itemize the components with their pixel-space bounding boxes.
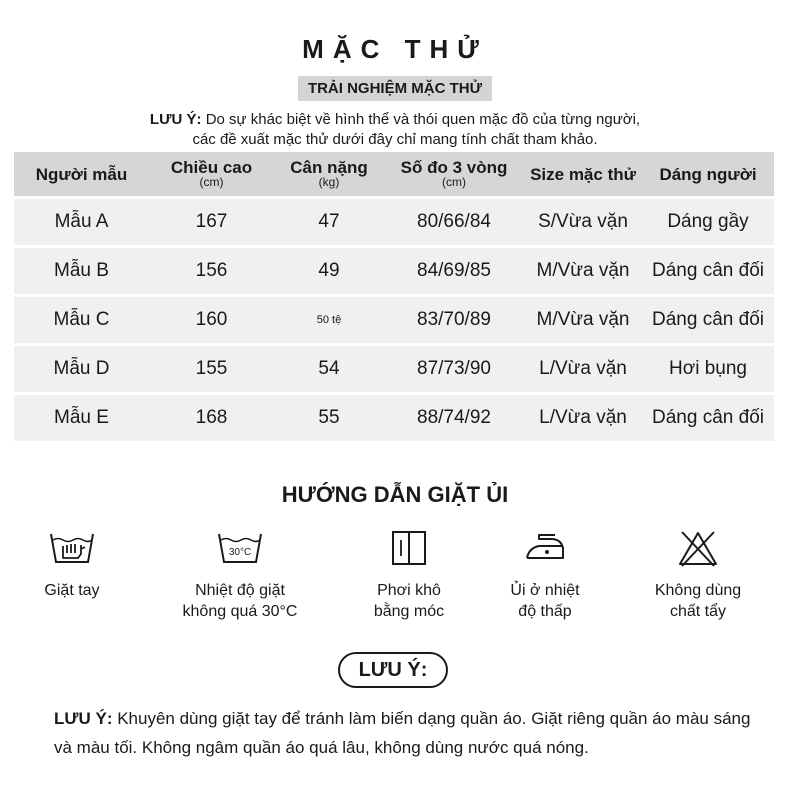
col-label: Size mặc thử [530, 164, 636, 184]
wash-30c-icon [216, 528, 264, 568]
cell-model: Mẫu A [14, 196, 149, 245]
cell-model: Mẫu E [14, 392, 149, 441]
cell-weight: 49 [274, 245, 384, 294]
col-header-measurements [384, 152, 524, 196]
wash-guide-title: HƯỚNG DẪN GIẶT ỦI [281, 482, 509, 507]
wash-temp-text: 30°C [228, 547, 252, 558]
col-label: Chiều cao [170, 158, 253, 177]
care-item-hang-dry [339, 528, 479, 622]
cell-body-type: Dáng cân đối [642, 392, 774, 441]
col-unit: (cm) [199, 175, 224, 189]
care-item-wash-30 [170, 528, 310, 622]
cell-size: S/Vừa vặn [524, 196, 642, 245]
cell-height: 156 [149, 245, 274, 294]
col-label: Cân nặng [290, 158, 368, 177]
cell-size: L/Vừa vặn [524, 343, 642, 392]
cell-measurements: 84/69/85 [384, 245, 524, 294]
care-label [2, 580, 142, 601]
table-row [14, 196, 774, 245]
col-unit: (cm) [442, 175, 466, 189]
cell-height: 155 [149, 343, 274, 392]
col-header-model [14, 152, 149, 196]
cell-size: L/Vừa vặn [524, 392, 642, 441]
hand-wash-icon [48, 528, 96, 568]
col-header-size [524, 152, 642, 196]
cell-weight: 50 tệ [274, 294, 384, 343]
cell-model: Mẫu D [14, 343, 149, 392]
cell-measurements: 83/70/89 [384, 294, 524, 343]
care-label [628, 580, 768, 622]
note-pill: LƯU Ý: [338, 652, 448, 688]
table-header-row [14, 152, 774, 196]
care-label-line2: chất tẩy [669, 603, 727, 620]
cell-measurements: 88/74/92 [384, 392, 524, 441]
care-item-low-iron [475, 528, 615, 622]
top-note-line2: các đề xuất mặc thử dưới đây chỉ mang tính chất tham khảo. [192, 131, 598, 148]
col-header-height [149, 152, 274, 196]
col-unit: (kg) [318, 175, 340, 189]
col-header-weight [274, 152, 384, 196]
cell-measurements: 80/66/84 [384, 196, 524, 245]
care-label [475, 580, 615, 622]
no-bleach-icon [674, 528, 722, 568]
cell-height: 160 [149, 294, 274, 343]
col-header-body-type [642, 152, 774, 196]
table-row [14, 392, 774, 441]
cell-height: 167 [149, 196, 274, 245]
col-label: Dáng người [659, 164, 757, 184]
cell-body-type: Dáng cân đối [642, 245, 774, 294]
cell-body-type: Dáng gầy [642, 196, 774, 245]
cell-body-type: Hơi bụng [642, 343, 774, 392]
bottom-note-text: Khuyên dùng giặt tay để tránh làm biến dạng quần áo. Giặt riêng quần áo màu sáng và màu tối. Không ngâm quần áo quá lâu, không dùng nước quá nóng. [54, 709, 751, 757]
subtitle-wrap [0, 76, 790, 101]
cell-body-type: Dáng cân đối [642, 294, 774, 343]
cell-weight: 54 [274, 343, 384, 392]
care-label-line2: không quá 30°C [182, 603, 298, 620]
care-label-line1: Không dùng [654, 582, 742, 599]
cell-size: M/Vừa vặn [524, 294, 642, 343]
care-label-line2: độ thấp [518, 603, 572, 620]
hang-dry-icon [385, 528, 433, 568]
col-label: Số đo 3 vòng [400, 158, 508, 177]
bottom-note-label: LƯU Ý: [54, 709, 113, 728]
cell-height: 168 [149, 392, 274, 441]
cell-weight: 55 [274, 392, 384, 441]
cell-model: Mẫu C [14, 294, 149, 343]
table-row [14, 294, 774, 343]
care-label [170, 580, 310, 622]
bottom-note [54, 704, 754, 762]
care-label-line2: bằng móc [373, 603, 445, 620]
table-row [14, 343, 774, 392]
cell-size: M/Vừa vặn [524, 245, 642, 294]
top-note-line1 [0, 110, 790, 130]
care-item-no-bleach [628, 528, 768, 622]
care-label-line1: Ủi ở nhiệt [510, 582, 580, 599]
size-table [14, 152, 774, 441]
cell-weight: 47 [274, 196, 384, 245]
top-note-label: LƯU Ý: [149, 111, 202, 128]
care-item-hand-wash [2, 528, 142, 601]
subtitle: TRẢI NGHIỆM MẶC THỬ [298, 76, 492, 101]
table-row [14, 245, 774, 294]
cell-measurements: 87/73/90 [384, 343, 524, 392]
cell-model: Mẫu B [14, 245, 149, 294]
low-iron-icon [521, 528, 569, 568]
care-label-line1: Nhiệt độ giặt [195, 582, 285, 599]
care-label-line1: Giặt tay [44, 582, 100, 599]
care-label-line1: Phơi khô [377, 582, 441, 599]
page-title: MẶC THỬ [302, 34, 488, 64]
care-label [339, 580, 479, 622]
col-label: Người mẫu [35, 164, 128, 184]
top-note-text1: Do sự khác biệt về hình thể và thói quen mặc đồ của từng người, [201, 111, 641, 128]
top-note [0, 110, 790, 150]
